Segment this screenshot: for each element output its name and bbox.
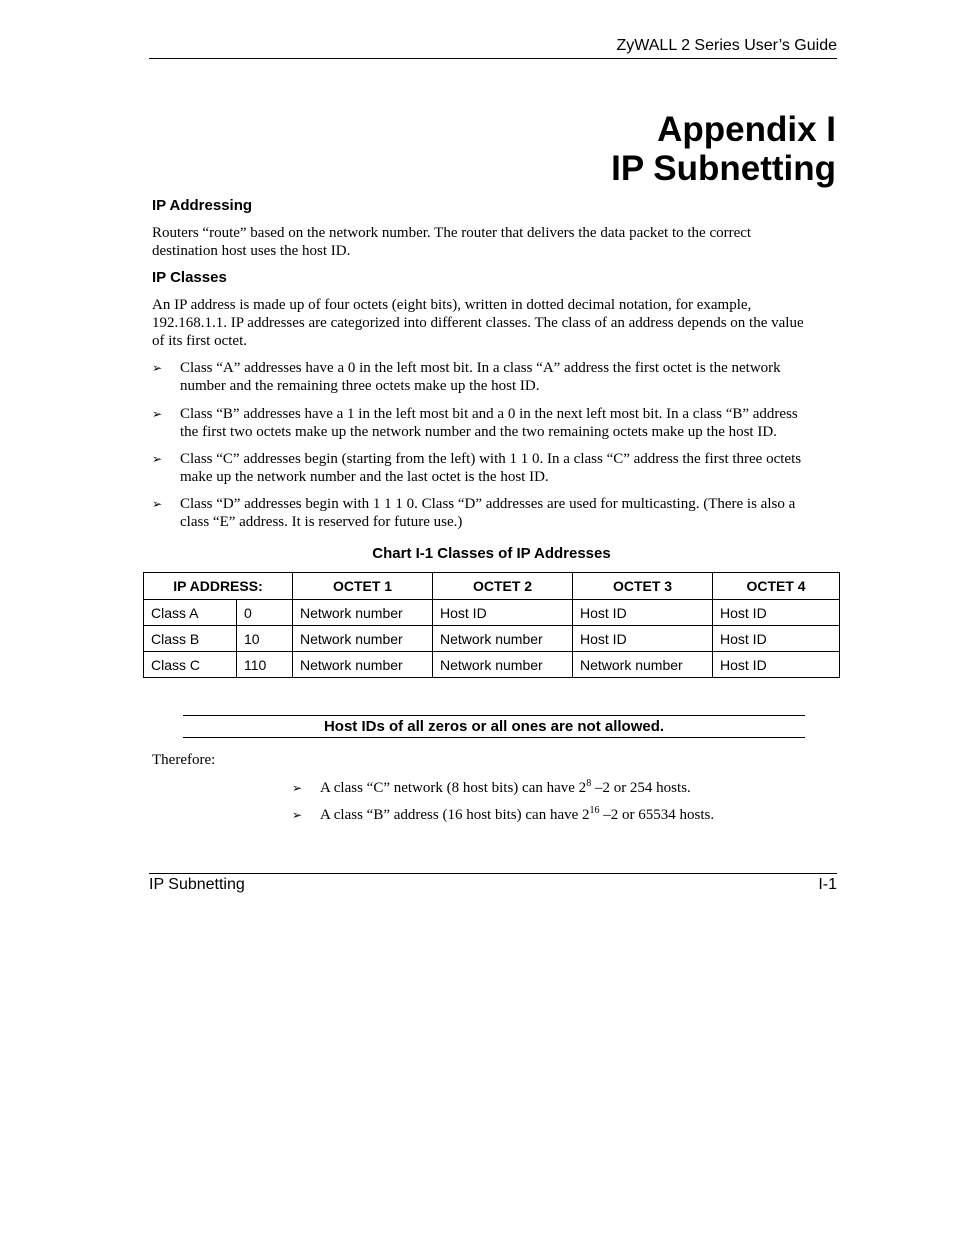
table-cell: Network number [293, 626, 433, 652]
bullet-arrow-icon: ➢ [152, 452, 163, 466]
bullet-line: Class “A” addresses have a 0 in the left most bit. In a class “A” address the first octet is the network [180, 360, 781, 376]
table-row [144, 626, 840, 652]
table-cell: Host ID [573, 600, 713, 626]
bullet-line: Class “B” addresses have a 1 in the left most bit and a 0 in the next left most bit. In a class “B” address [180, 406, 798, 422]
paragraph-line: Routers “route” based on the network number. The router that delivers the data packet to the correct [152, 225, 752, 241]
table-cell: Network number [293, 600, 433, 626]
bullet-line: class “E” address. It is reserved for future use.) [180, 514, 463, 530]
table-cell: 0 [237, 600, 293, 626]
list-item-class-d [152, 495, 837, 531]
table-cell: Class A [144, 600, 237, 626]
table-cell: Network number [573, 652, 713, 678]
bullet-line: number and the remaining three octets make up the host ID. [180, 378, 540, 394]
list-item-class-c [152, 450, 837, 486]
paragraph-line: An IP address is made up of four octets (eight bits), written in dotted decimal notation, for example, [152, 297, 752, 313]
table-cell: Network number [433, 652, 573, 678]
table-cell: Host ID [713, 626, 840, 652]
host-text: A class “B” address (16 host bits) can have 2 [320, 807, 590, 823]
table-caption: Chart I-1 Classes of IP Addresses [372, 545, 611, 562]
host-text: –2 or 254 hosts. [591, 780, 691, 796]
table-header-cell: OCTET 3 [573, 573, 713, 600]
page-title [149, 110, 836, 188]
table-header-cell: OCTET 1 [293, 573, 433, 600]
note-text: Host IDs of all zeros or all ones are not allowed. [323, 718, 665, 735]
table-cell: 110 [237, 652, 293, 678]
table-cell: 10 [237, 626, 293, 652]
table-header-cell: OCTET 2 [433, 573, 573, 600]
exponent: 16 [589, 805, 600, 816]
bullet-arrow-icon: ➢ [152, 361, 163, 375]
note-box [183, 715, 805, 738]
running-header [149, 37, 837, 59]
bullet-line: the first two octets make up the network number and the two remaining octets make up the host ID. [180, 424, 777, 440]
table-header-row [144, 573, 840, 600]
table-cell: Host ID [713, 600, 840, 626]
running-header-title: ZyWALL 2 Series User’s Guide [616, 37, 837, 54]
table-cell: Host ID [713, 652, 840, 678]
bullet-line: make up the network number and the last octet is the host ID. [180, 469, 549, 485]
page-title-line2: IP Subnetting [611, 149, 836, 188]
heading-ip-addressing: IP Addressing [152, 197, 253, 214]
table-row [144, 600, 840, 626]
bullet-arrow-icon: ➢ [152, 407, 163, 421]
paragraph-line: 192.168.1.1. IP addresses are categorized into different classes. The class of an address depends on the value [152, 315, 804, 331]
bullet-arrow-icon: ➢ [292, 781, 303, 795]
table-cell: Network number [433, 626, 573, 652]
host-text: A class “C” network (8 host bits) can have 2 [320, 780, 587, 796]
bullet-arrow-icon: ➢ [152, 497, 163, 511]
page-footer [149, 873, 837, 894]
table-cell: Host ID [573, 626, 713, 652]
paragraph-line: of its first octet. [152, 333, 247, 349]
bullet-line: Class “D” addresses begin with 1 1 1 0. Class “D” addresses are used for multicasting. (There is also a [180, 496, 796, 512]
paragraph-line: destination host uses the host ID. [152, 243, 351, 259]
table-header-cell: IP ADDRESS: [144, 573, 293, 600]
table-cell: Network number [293, 652, 433, 678]
table-header-cell: OCTET 4 [713, 573, 840, 600]
bullet-line: Class “C” addresses begin (starting from the left) with 1 1 0. In a class “C” address the first three octets [180, 451, 802, 467]
table-cell: Class C [144, 652, 237, 678]
table-cell: Class B [144, 626, 237, 652]
list-item-class-b [152, 405, 837, 441]
therefore-text: Therefore: [152, 752, 216, 768]
list-item-class-c-hosts [292, 779, 837, 797]
paragraph-ip-classes [152, 296, 837, 350]
table-cell: Host ID [433, 600, 573, 626]
table-row [144, 652, 840, 678]
heading-ip-classes: IP Classes [152, 269, 227, 286]
footer-page-number: I-1 [818, 876, 837, 893]
host-text: –2 or 65534 hosts. [599, 807, 715, 823]
page-title-line1: Appendix I [657, 110, 836, 149]
paragraph-ip-addressing [152, 224, 837, 260]
exponent: 8 [586, 778, 592, 789]
footer-section: IP Subnetting [149, 876, 245, 893]
list-item-class-b-hosts [292, 806, 837, 824]
bullet-arrow-icon: ➢ [292, 808, 303, 822]
ip-classes-table [143, 572, 840, 678]
list-item-class-a [152, 359, 837, 395]
